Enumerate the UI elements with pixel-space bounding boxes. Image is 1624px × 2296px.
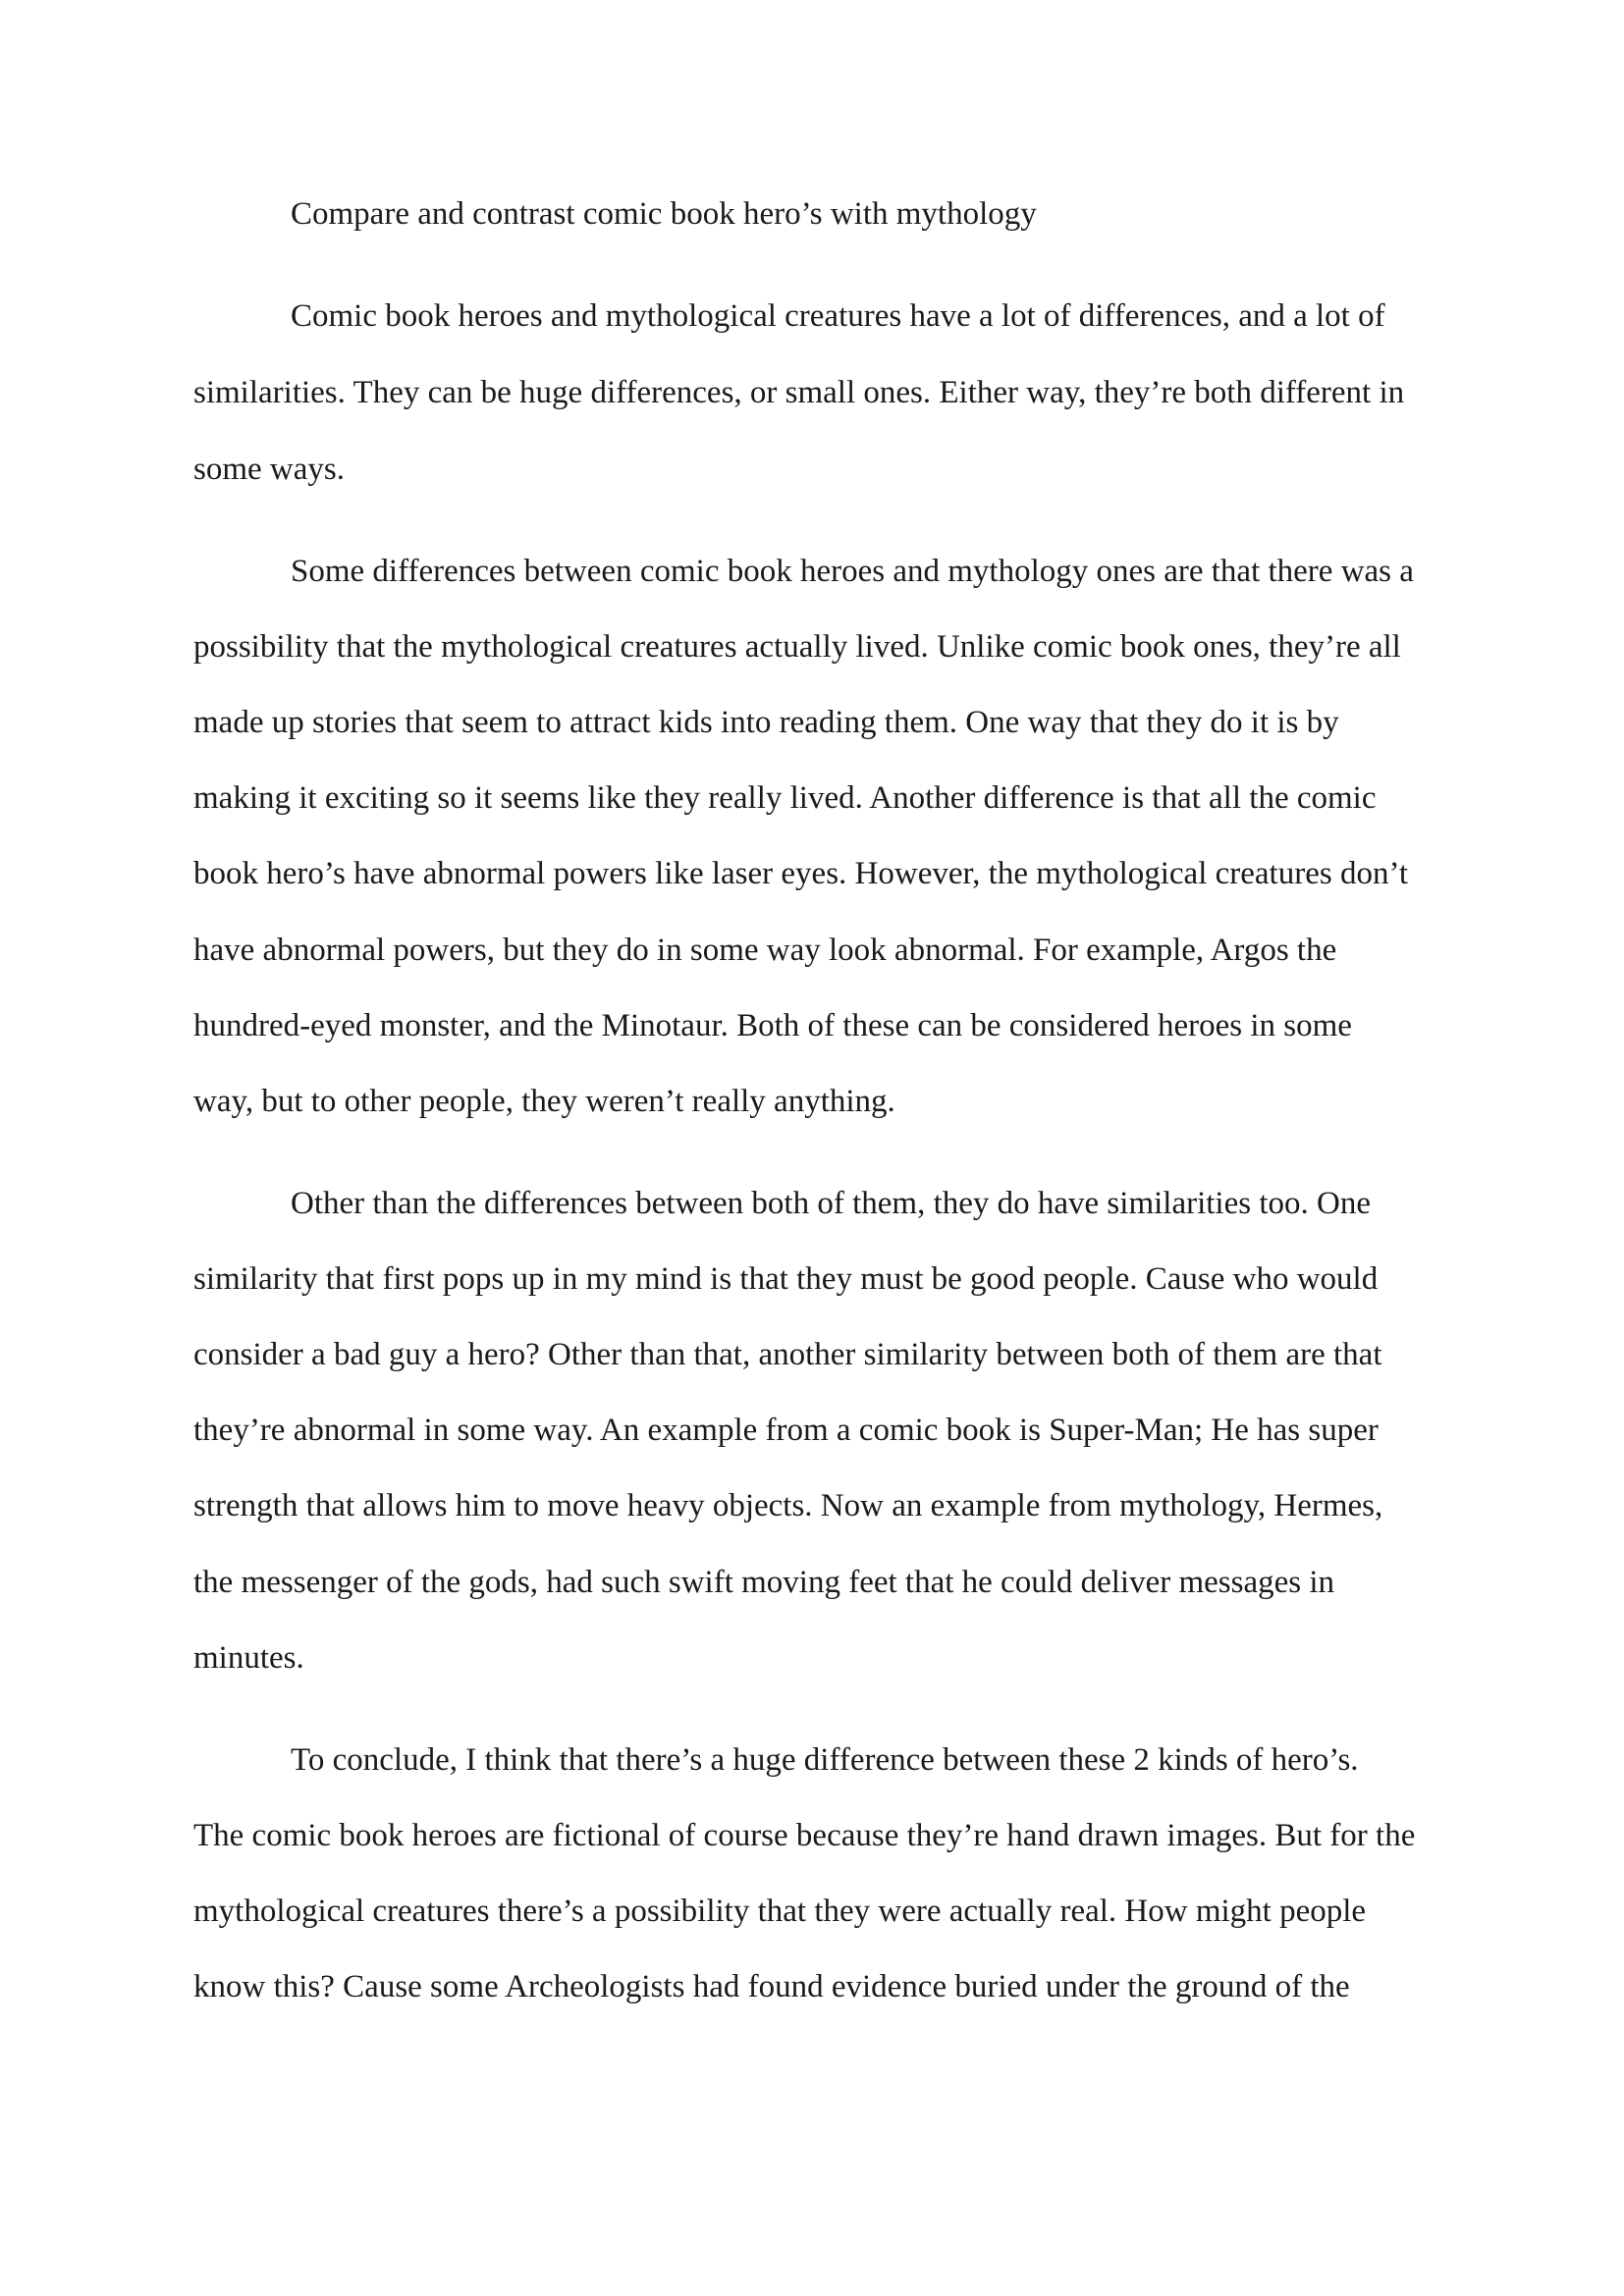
paragraph-3-line-1: Other than the differences between both of them, they do have similarities too. One <box>291 1186 1371 1221</box>
paragraph-4-line-2: The comic book heroes are fictional of course because they’re hand drawn images. But for the <box>193 1818 1416 1853</box>
paragraph-2-line-8: way, but to other people, they weren’t really anything. <box>193 1084 895 1119</box>
paragraph-2-line-4: making it exciting so it seems like they really lived. Another difference is that all the comic <box>193 780 1377 816</box>
paragraph-3-line-2: similarity that first pops up in my mind is that they must be good people. Cause who would <box>193 1261 1379 1297</box>
paragraph-3-line-3: consider a bad guy a hero? Other than that, another similarity between both of them are that <box>193 1337 1382 1372</box>
paragraph-2-line-6: have abnormal powers, but they do in some way look abnormal. For example, Argos the <box>193 933 1337 968</box>
paragraph-3-line-7: minutes. <box>193 1640 304 1676</box>
paragraph-2-line-3: made up stories that seem to attract kids into reading them. One way that they do it is by <box>193 705 1339 740</box>
paragraph-1-line-1: Comic book heroes and mythological creatures have a lot of differences, and a lot of <box>291 298 1385 334</box>
paragraph-4-line-4: know this? Cause some Archeologists had found evidence buried under the ground of the <box>193 1969 1350 2004</box>
paragraph-4-line-1: To conclude, I think that there’s a huge difference between these 2 kinds of hero’s. <box>291 1742 1359 1778</box>
paragraph-3-line-5: strength that allows him to move heavy objects. Now an example from mythology, Hermes, <box>193 1488 1383 1523</box>
paragraph-3-line-4: they’re abnormal in some way. An example from a comic book is Super-Man; He has super <box>193 1413 1379 1448</box>
paragraph-2-line-5: book hero’s have abnormal powers like laser eyes. However, the mythological creatures don’t <box>193 856 1409 891</box>
paragraph-1-line-3: some ways. <box>193 452 345 487</box>
paragraph-3-line-6: the messenger of the gods, had such swift moving feet that he could deliver messages in <box>193 1565 1335 1600</box>
paragraph-2-line-1: Some differences between comic book heroes and mythology ones are that there was a <box>291 554 1414 589</box>
paragraph-2-line-7: hundred-eyed monster, and the Minotaur. Both of these can be considered heroes in some <box>193 1008 1352 1043</box>
paragraph-1-line-2: similarities. They can be huge differences, or small ones. Either way, they’re both different in <box>193 375 1405 410</box>
paragraph-2-line-2: possibility that the mythological creatures actually lived. Unlike comic book ones, they’re all <box>193 629 1401 665</box>
document-title: Compare and contrast comic book hero’s with mythology <box>291 196 1037 232</box>
paragraph-4-line-3: mythological creatures there’s a possibility that they were actually real. How might people <box>193 1894 1367 1929</box>
